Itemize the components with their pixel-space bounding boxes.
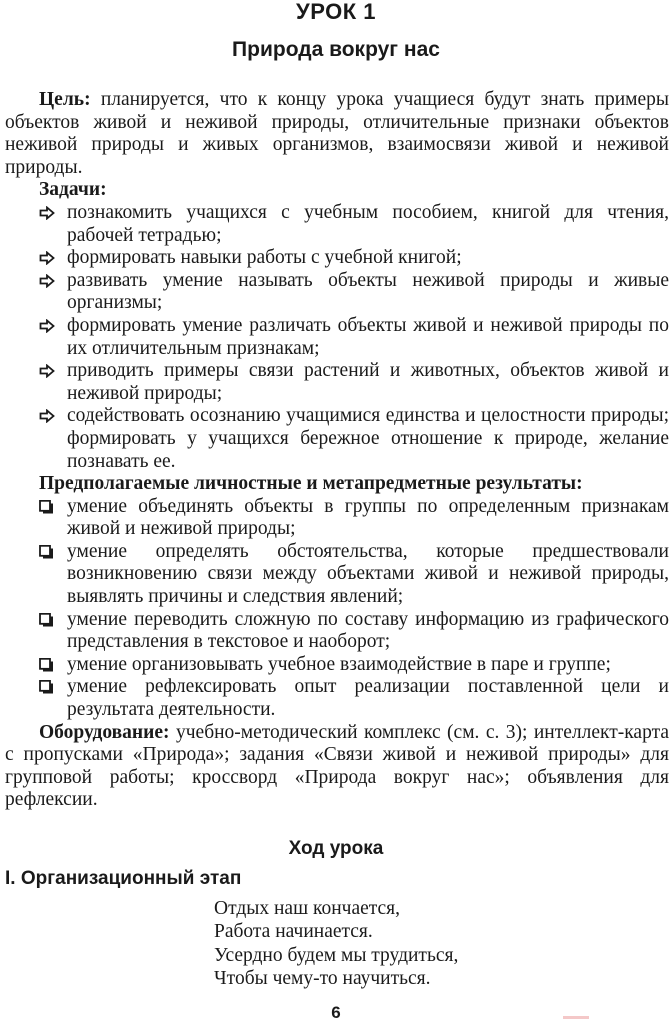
task-text: формировать навыки работы с учебной книгой;	[67, 247, 462, 269]
page-edge-mark	[563, 1016, 589, 1019]
result-item	[5, 541, 669, 609]
equipment-paragraph	[5, 722, 669, 812]
poem-line: Усердно будем мы трудиться,	[214, 944, 459, 966]
equipment-label: Оборудование:	[39, 721, 170, 743]
result-text: умение определять обстоятельства, которые предшествовали возникновению связи между объектами живой и неживой природы, выявлять причины и следствия явлений;	[67, 540, 669, 608]
poem-line: Работа начинается.	[214, 921, 373, 943]
tasks-heading: Задачи:	[39, 179, 107, 201]
task-item	[5, 360, 669, 405]
task-text: развивать умение называть объекты неживой природы и живые организмы;	[67, 269, 669, 314]
task-text: формировать умение различать объекты живой и неживой природы по их отличительным признакам;	[67, 314, 669, 359]
checkbox-square-icon	[39, 545, 55, 559]
task-item	[5, 247, 669, 270]
arrow-right-icon	[39, 319, 55, 333]
goal-text: планируется, что к концу урока учащиеся будут знать примеры объектов живой и неживой природы, отличительные признаки объектов неживой природы и живых организмов, взаимосвязи живой и неживой природы.	[5, 89, 669, 178]
arrow-right-icon	[39, 364, 55, 378]
lesson-number: УРОК 1	[296, 0, 376, 24]
task-item	[5, 315, 669, 360]
goal-paragraph	[5, 89, 669, 179]
checkbox-square-icon	[39, 500, 55, 514]
arrow-right-icon	[39, 206, 55, 220]
result-text: умение переводить сложную по составу информацию из графического представления в текстовое и наоборот;	[67, 608, 669, 653]
poem-line: Чтобы чему-то научиться.	[214, 968, 431, 990]
task-item	[5, 202, 669, 247]
arrow-right-icon	[39, 251, 55, 265]
goal-label: Цель:	[39, 89, 91, 110]
task-text: содействовать осознанию учащимися единства и целостности природы; формировать у учащихся бережное отношение к природе, желание познавать ее.	[67, 405, 669, 472]
checkbox-square-icon	[39, 613, 55, 627]
result-item	[5, 609, 669, 654]
result-item	[5, 654, 669, 677]
results-heading: Предполагаемые личностные и метапредметные результаты:	[39, 473, 583, 495]
task-item	[5, 270, 669, 315]
task-text: приводить примеры связи растений и животных, объектов живой и неживой природы;	[67, 360, 669, 404]
poem-line: Отдых наш кончается,	[214, 898, 401, 919]
tasks-list	[5, 202, 669, 473]
checkbox-square-icon	[39, 680, 55, 694]
task-text: познакомить учащихся с учебным пособием, книгой для чтения, рабочей тетрадью;	[67, 201, 669, 246]
page-number: 6	[331, 1003, 341, 1022]
result-item	[5, 676, 669, 721]
result-item	[5, 496, 669, 541]
result-text: умение объединять объекты в группы по определенным признакам живой и неживой природы;	[67, 495, 669, 540]
checkbox-square-icon	[39, 658, 55, 672]
poem	[214, 897, 458, 991]
stage-title: I. Организационный этап	[5, 868, 242, 889]
lesson-flow-title: Ход урока	[288, 838, 384, 859]
lesson-topic: Природа вокруг нас	[232, 38, 440, 61]
lesson-body	[5, 89, 669, 812]
task-item	[5, 405, 669, 473]
equipment-text: учебно-методический комплекс (см. с. 3); интеллект-карта с пропусками «Природа»; задания «Связи живой и неживой природы» для групповой работы; кроссворд «Природа вокруг нас»; объявления для рефлексии.	[5, 721, 669, 811]
arrow-right-icon	[39, 409, 55, 423]
results-list	[5, 496, 669, 722]
arrow-right-icon	[39, 274, 55, 288]
result-text: умение организовывать учебное взаимодействие в паре и группе;	[67, 653, 611, 675]
result-text: умение рефлексировать опыт реализации поставленной цели и результата деятельности.	[67, 676, 669, 721]
